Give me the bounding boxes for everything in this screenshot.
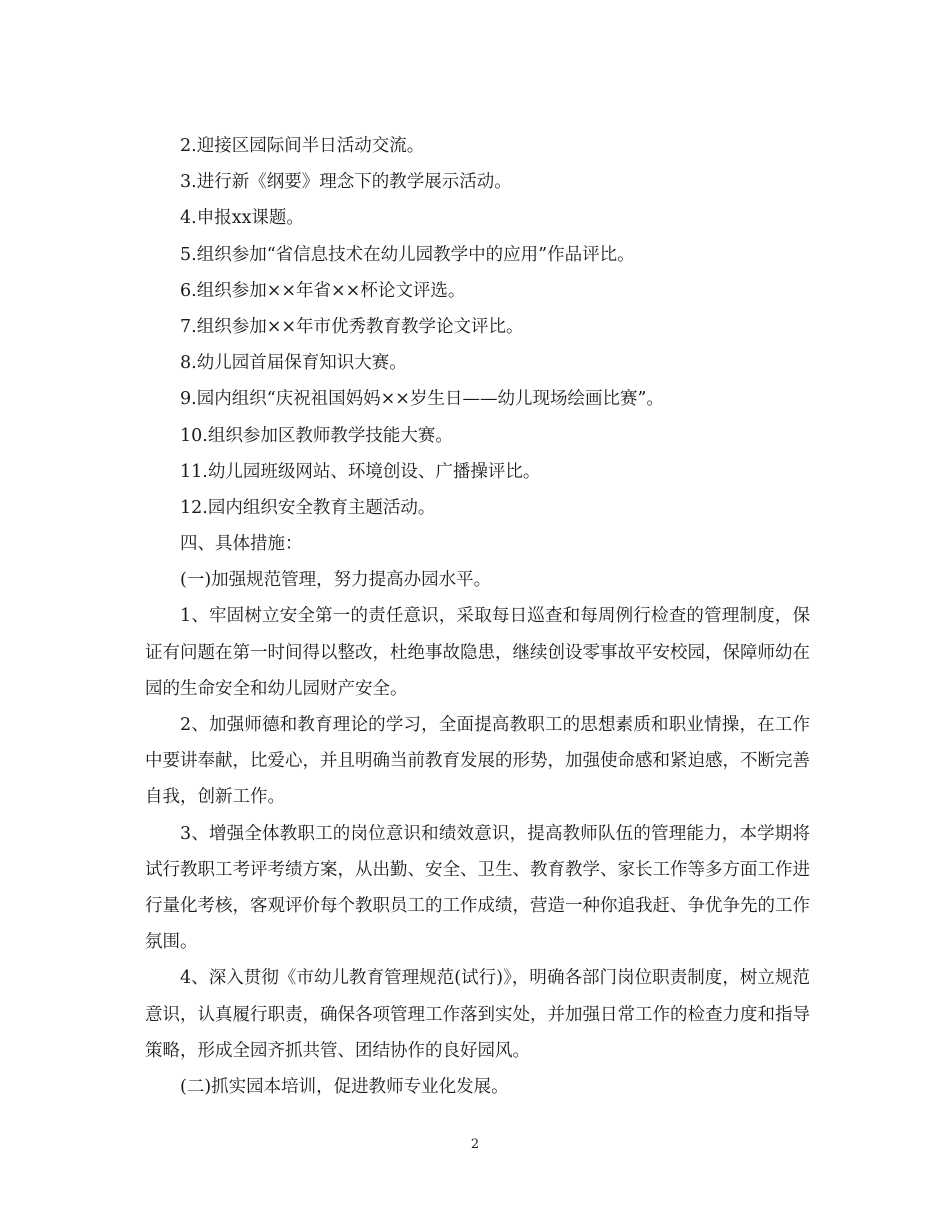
list-item: 7.组织参加××年市优秀教育教学论文评比。 [180, 316, 524, 337]
measure-paragraph: 3、增强全体教职工的岗位意识和绩效意识，提高教师队伍的管理能力，本学期将试行教职工考评考绩方案，从出勤、安全、卫生、教育教学、家长工作等多方面工作进行量化考核，客观评价每个教职员工的工作成绩，营造一种你追我赶、争优争先的工作氛围。 [145, 823, 810, 953]
document-body [145, 128, 810, 1105]
list-item: 12.园内组织安全教育主题活动。 [180, 497, 436, 518]
list-item: 2.迎接区园际间半日活动交流。 [180, 136, 425, 156]
list-item: 10.组织参加区教师教学技能大赛。 [180, 425, 453, 446]
section-heading: 四、具体措施： [180, 534, 303, 555]
list-item: 8.幼儿园首届保育知识大赛。 [180, 353, 407, 374]
list-item: 5.组织参加“省信息技术在幼儿园教学中的应用”作品评比。 [180, 244, 635, 265]
list-item: 6.组织参加××年省××杯论文评选。 [180, 280, 466, 301]
list-item: 11.幼儿园班级网站、环境创设、广播操评比。 [180, 461, 541, 482]
list-item: 4.申报xx课题。 [180, 208, 304, 229]
measure-paragraph: 4、深入贯彻《市幼儿教育管理规范(试行)》，明确各部门岗位职责制度，树立规范意识，认真履行职责，确保各项管理工作落到实处，并加强日常工作的检查力度和指导策略，形成全园齐抓共管、团结协作的良好园风。 [145, 968, 810, 1061]
subsection-heading: (二)抓实园本培训，促进教师专业化发展。 [180, 1077, 509, 1098]
list-item: 9.园内组织“庆祝祖国妈妈××岁生日——幼儿现场绘画比赛”。 [180, 389, 664, 410]
list-item: 3.进行新《纲要》理念下的教学展示活动。 [180, 172, 512, 193]
measure-paragraph: 1、牢固树立安全第一的责任意识，采取每日巡查和每周例行检查的管理制度，保证有问题在第一时间得以整改，杜绝事故隐患，继续创设零事故平安校园，保障师幼在园的生命安全和幼儿园财产安全。 [145, 606, 810, 699]
measure-paragraph: 2、加强师德和教育理论的学习，全面提高教职工的思想素质和职业情操，在工作中要讲奉献，比爱心，并且明确当前教育发展的形势，加强使命感和紧迫感，不断完善自我，创新工作。 [145, 715, 810, 808]
page-number: 2 [470, 1137, 480, 1152]
subsection-heading: (一)加强规范管理，努力提高办园水平。 [180, 570, 492, 591]
